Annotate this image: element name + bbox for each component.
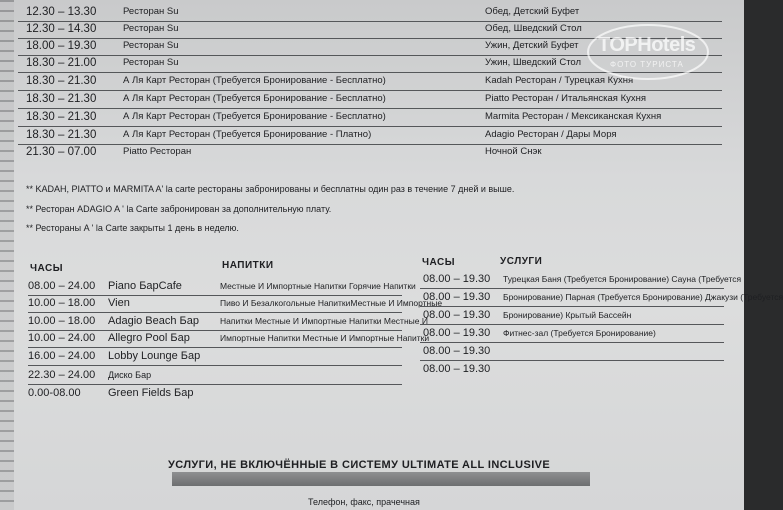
- bar-time: 08.00 – 24.00: [28, 280, 96, 292]
- table-row: [28, 295, 443, 313]
- bar-name: Adagio Beach Бар: [108, 315, 200, 327]
- service-desc: Бронирование) Крытый Бассейн: [503, 310, 632, 320]
- meal-time: 12.30 – 14.30: [26, 23, 97, 35]
- meal-venue: Ресторан Su: [123, 23, 179, 34]
- bar-drinks: Импортные Напитки Местные И Импортные Напитки: [220, 333, 430, 343]
- table-row: [18, 127, 722, 145]
- meal-desc: Adagio Ресторан / Дары Моря: [485, 129, 617, 140]
- bar-name: Allegro Pool Бар: [108, 332, 190, 344]
- note-line: ** KADAH, PIATTO и MARMITA A' la carte рестораны забронированы и бесплатны один раз в течение 7 дней и выше.: [26, 184, 515, 194]
- bar-name: Lobby Lounge Бар: [108, 350, 201, 362]
- meal-time: 21.30 – 07.00: [26, 146, 97, 158]
- service-time: 08.00 – 19.30: [423, 345, 491, 357]
- table-row: [28, 367, 402, 385]
- table-row: [420, 307, 724, 325]
- meal-time: 18.30 – 21.30: [26, 129, 97, 141]
- meal-desc: Piatto Ресторан / Итальянская Кухня: [485, 93, 646, 104]
- meal-venue: А Ля Карт Ресторан (Требуется Бронирование - Платно): [123, 129, 372, 140]
- table-row: [420, 343, 724, 361]
- bar-time: 10.00 – 18.00: [28, 315, 96, 327]
- bar-time: 22.30 – 24.00: [28, 369, 96, 381]
- meal-desc: Ужин, Шведский Стол: [485, 57, 582, 68]
- services-header-services: УСЛУГИ: [500, 256, 543, 267]
- table-row: [18, 91, 722, 109]
- table-row: [18, 144, 722, 161]
- bars-header-drinks: НАПИТКИ: [222, 260, 274, 271]
- bar-name: Green Fields Бар: [108, 387, 194, 399]
- table-row: [28, 313, 428, 331]
- meal-time: 18.30 – 21.30: [26, 93, 97, 105]
- bar-drinks: Пиво И Безалкогольные НапиткиМестные И Импортные: [220, 298, 443, 308]
- service-time: 08.00 – 19.30: [423, 309, 491, 321]
- table-row: [28, 278, 416, 296]
- service-desc: Фитнес-зал (Требуется Бронирование): [503, 328, 656, 338]
- extra-services-title: УСЛУГИ, НЕ ВКЛЮЧЁННЫЕ В СИСТЕМУ ULTIMATE ALL INCLUSIVE: [168, 459, 551, 471]
- title-banner-bar: [172, 472, 590, 486]
- meal-desc: Обед, Шведский Стол: [485, 23, 582, 34]
- meal-time: 12.30 – 13.30: [26, 6, 97, 18]
- meal-venue: А Ля Карт Ресторан (Требуется Бронирование - Бесплатно): [123, 93, 386, 104]
- note-line: ** Ресторан ADAGIO A ' la Carte забронирован за дополнительную плату.: [26, 204, 332, 214]
- service-time: 08.00 – 19.30: [423, 273, 491, 285]
- meal-desc: Ужин, Детский Буфет: [485, 40, 579, 51]
- meal-venue: Ресторан Su: [123, 57, 179, 68]
- service-desc: Турецкая Баня (Требуется Бронирование) Сауна (Требуется: [503, 274, 742, 284]
- meal-time: 18.30 – 21.30: [26, 111, 97, 123]
- footer-text: Телефон, факс, прачечная: [308, 497, 420, 507]
- bar-time: 0.00-08.00: [28, 387, 81, 399]
- table-row: [420, 271, 742, 289]
- table-row: [420, 361, 724, 378]
- table-row: [420, 325, 724, 343]
- meal-time: 18.30 – 21.30: [26, 75, 97, 87]
- meal-venue: Ресторан Su: [123, 6, 179, 17]
- bar-name: Vien: [108, 297, 130, 309]
- meal-desc: Marmita Ресторан / Мексиканская Кухня: [485, 111, 662, 122]
- binder-edge: [0, 0, 14, 510]
- bar-drinks: Местные И Импортные Напитки Горячие Напитки: [220, 281, 416, 291]
- meal-desc: Обед, Детский Буфет: [485, 6, 580, 17]
- bar-name: Диско Бар: [108, 370, 152, 380]
- table-row: [18, 4, 722, 22]
- service-time: 08.00 – 19.30: [423, 363, 491, 375]
- services-header-time: ЧАСЫ: [422, 257, 456, 268]
- table-row: [420, 289, 783, 307]
- meal-time: 18.30 – 21.00: [26, 57, 97, 69]
- meal-desc: Ночной Снэк: [485, 146, 542, 157]
- note-line: ** Рестораны A ' la Carte закрыты 1 день в неделю.: [26, 223, 239, 233]
- service-time: 08.00 – 19.30: [423, 291, 491, 303]
- meal-venue: А Ля Карт Ресторан (Требуется Бронирование - Бесплатно): [123, 111, 386, 122]
- meal-venue: Ресторан Su: [123, 40, 179, 51]
- table-row: [28, 330, 430, 348]
- bars-header-time: ЧАСЫ: [30, 263, 64, 274]
- bar-time: 10.00 – 18.00: [28, 297, 96, 309]
- meal-venue: Piatto Ресторан: [123, 146, 192, 157]
- meal-venue: А Ля Карт Ресторан (Требуется Бронирование - Бесплатно): [123, 75, 386, 86]
- meal-time: 18.00 – 19.30: [26, 40, 97, 52]
- meal-desc: Kadah Ресторан / Турецкая Кухня: [485, 75, 634, 86]
- bar-time: 16.00 – 24.00: [28, 350, 96, 362]
- service-time: 08.00 – 19.30: [423, 327, 491, 339]
- bar-drinks: Напитки Местные И Импортные Напитки Местные И: [220, 316, 428, 326]
- watermark-sub: ФОТО ТУРИСТА: [610, 60, 684, 69]
- table-row: [28, 348, 402, 366]
- service-desc: Бронирование) Парная (Требуется Бронирование) Джакузи (Требуется: [503, 292, 783, 302]
- bar-time: 10.00 – 24.00: [28, 332, 96, 344]
- table-row: [18, 109, 722, 127]
- watermark-brand: TOPHotels: [598, 34, 696, 56]
- table-row: [28, 385, 402, 402]
- bar-name: Piano БарCafe: [108, 280, 182, 292]
- watermark-logo: [586, 22, 710, 82]
